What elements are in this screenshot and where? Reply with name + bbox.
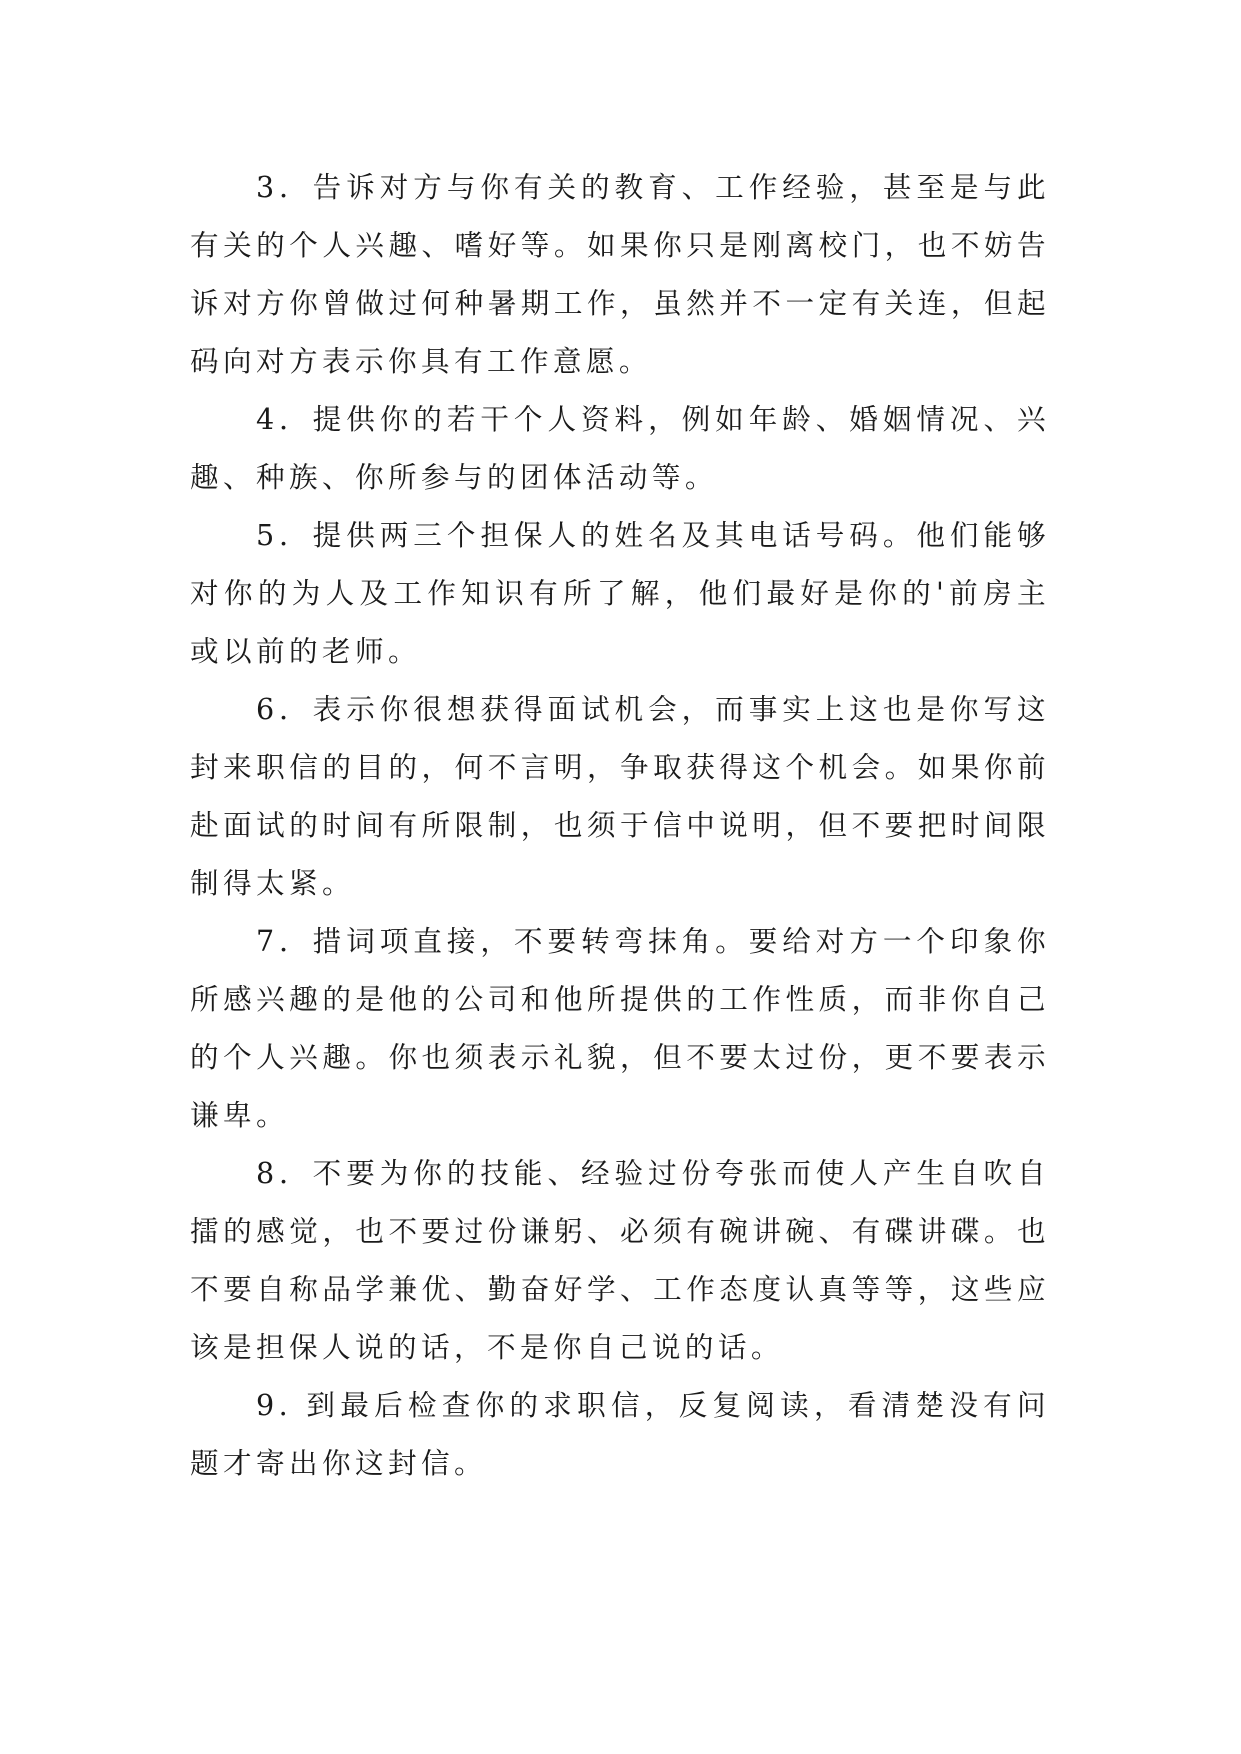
paragraph-item-8: 8．不要为你的技能、经验过份夸张而使人产生自吹自擂的感觉，也不要过份谦躬、必须有碗讲碗、有碟讲碟。也不要自称品学兼优、勤奋好学、工作态度认真等等，这些应该是担保人说的话，不是你自己说的话。 [190,1156,1050,1364]
paragraph-item-5: 5．提供两三个担保人的姓名及其电话号码。他们能够对你的为人及工作知识有所了解，他们最好是你的'前房主或以前的老师。 [190,518,1050,668]
paragraph-item-7: 7．措词项直接，不要转弯抹角。要给对方一个印象你所感兴趣的是他的公司和他所提供的工作性质，而非你自己的个人兴趣。你也须表示礼貌，但不要太过份，更不要表示谦卑。 [190,924,1050,1132]
paragraph-item-6: 6．表示你很想获得面试机会，而事实上这也是你写这封来职信的目的，何不言明，争取获得这个机会。如果你前赴面试的时间有所限制，也须于信中说明，但不要把时间限制得太紧。 [190,692,1050,900]
paragraph-item-9: 9. 到最后检查你的求职信，反复阅读，看清楚没有问题才寄出你这封信。 [190,1388,1050,1480]
paragraph-item-3: 3．告诉对方与你有关的教育、工作经验，甚至是与此有关的个人兴趣、嗜好等。如果你只是刚离校门，也不妨告诉对方你曾做过何种暑期工作，虽然并不一定有关连，但起码向对方表示你具有工作意愿。 [190,170,1050,378]
paragraph-item-4: 4．提供你的若干个人资料，例如年龄、婚姻情况、兴趣、种族、你所参与的团体活动等。 [190,402,1050,494]
document-body [190,158,1050,1492]
